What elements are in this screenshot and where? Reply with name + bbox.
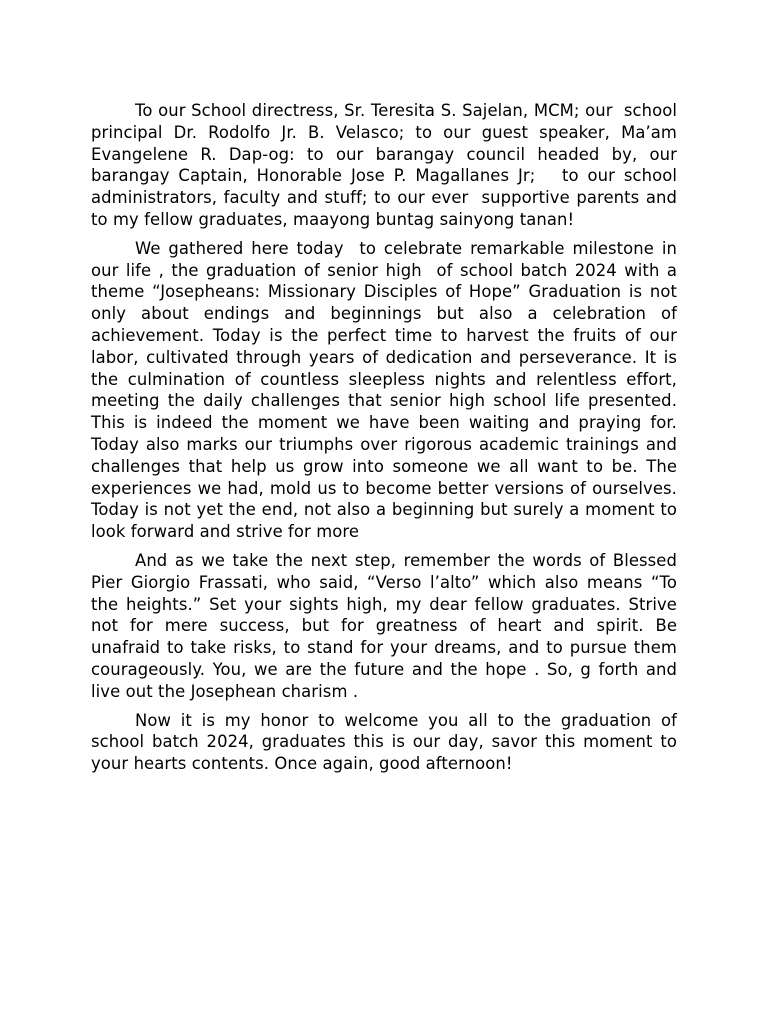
- paragraph-closing: Now it is my honor to welcome you all to the graduation of school batch 2024, graduates this is our day, savor this moment to your hearts contents. Once again, good afternoon!: [91, 710, 683, 774]
- document-page: [91, 100, 683, 782]
- paragraph-next-step: And as we take the next step, remember the words of Blessed Pier Giorgio Frassati, who said, “Verso l’alto” which also means “To the heights.” Set your sights high, my dear fellow graduates. Strive not for mere success, but for greatness of heart and spirit. Be unafraid to take risks, to stand for your dreams, and to pursue them courageously. You, we are the future and the hope . So, g forth and live out the Josephean charism .: [91, 550, 683, 701]
- paragraph-greetings: To our School directress, Sr. Teresita S. Sajelan, MCM; our school principal Dr. Rodolfo Jr. B. Velasco; to our guest speaker, Ma’am Evangelene R. Dap-og: to our barangay council headed by, our barangay Captain, Honorable Jose P. Magallanes Jr; to our school administrators, faculty and stuff; to our ever supportive parents and to my fellow graduates, maayong buntag sainyong tanan!: [91, 101, 683, 229]
- paragraph-milestone: We gathered here today to celebrate remarkable milestone in our life , the graduation of senior high of school batch 2024 with a theme “Josepheans: Missionary Disciples of Hope” Graduation is not only about endings and beginnings but also a celebration of achievement. Today is the perfect time to harvest the fruits of our labor, cultivated through years of dedication and perseverance. It is the culmination of countless sleepless nights and relentless effort, meeting the daily challenges that senior high school life presented. This is indeed the moment we have been waiting and praying for. Today also marks our triumphs over rigorous academic trainings and challenges that help us grow into someone we all want to be. The experiences we had, mold us to become better versions of ourselves. Today is not yet the end, not also a beginning but surely a moment to look forward and strive for more: [91, 238, 683, 542]
